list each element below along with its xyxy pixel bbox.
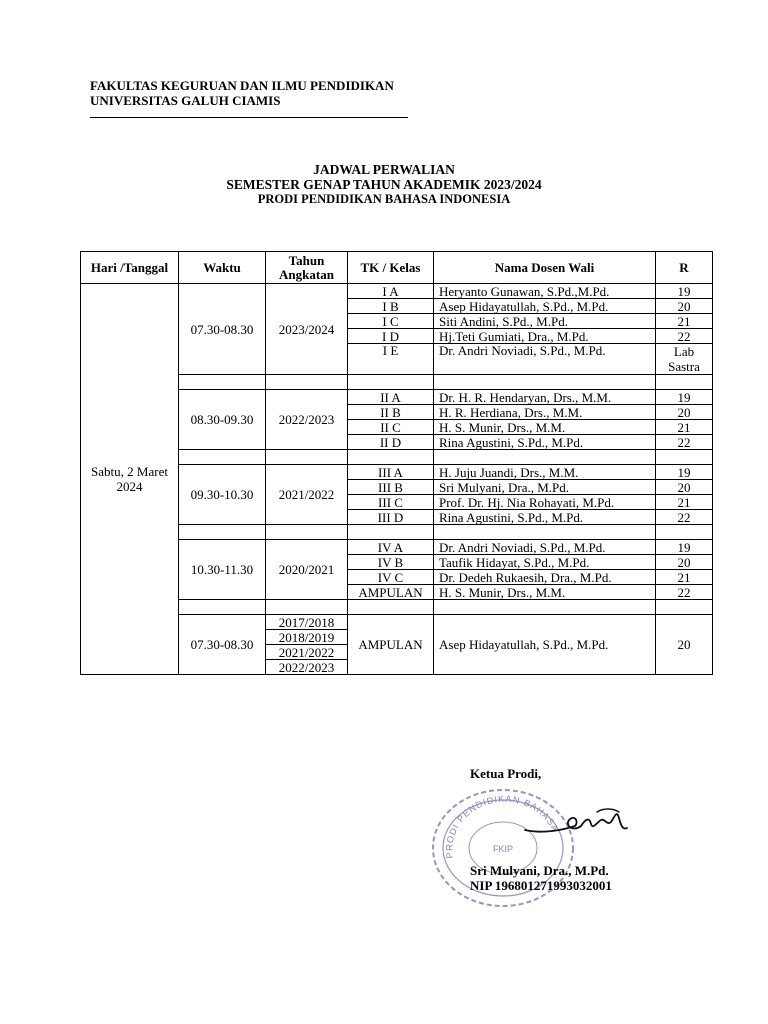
ruang-cell: 20 <box>656 555 713 570</box>
waktu-cell: 07.30-08.30 <box>179 284 266 375</box>
tahun-cell: 2021/2022 <box>266 465 348 525</box>
tahun-cell: 2018/2019 <box>266 630 348 645</box>
kelas-cell: III A <box>348 465 434 480</box>
kelas-cell: AMPULAN <box>348 615 434 675</box>
waktu-cell: 07.30-08.30 <box>179 615 266 675</box>
ruang-cell: 22 <box>656 329 713 344</box>
dosen-cell: Dr. Dedeh Rukaesih, Dra., M.Pd. <box>434 570 656 585</box>
kelas-cell: II B <box>348 405 434 420</box>
ruang-cell: 19 <box>656 540 713 555</box>
signatory-name: Sri Mulyani, Dra., M.Pd. <box>470 863 609 878</box>
kelas-cell: II A <box>348 390 434 405</box>
dosen-cell: Taufik Hidayat, S.Pd., M.Pd. <box>434 555 656 570</box>
waktu-cell: 10.30-11.30 <box>179 540 266 600</box>
kelas-cell: II C <box>348 420 434 435</box>
dosen-cell: H. S. Munir, Drs., M.M. <box>434 585 656 600</box>
dosen-cell: Heryanto Gunawan, S.Pd.,M.Pd. <box>434 284 656 299</box>
dosen-cell: H. R. Herdiana, Drs., M.M. <box>434 405 656 420</box>
ruang-cell: 22 <box>656 435 713 450</box>
tahun-cell: 2020/2021 <box>266 540 348 600</box>
tahun-cell: 2022/2023 <box>266 660 348 675</box>
tahun-cell: 2017/2018 <box>266 615 348 630</box>
ruang-cell: Lab Sastra <box>656 344 713 375</box>
ruang-cell: 19 <box>656 465 713 480</box>
dosen-cell: Dr. H. R. Hendaryan, Drs., M.M. <box>434 390 656 405</box>
ruang-cell: 20 <box>656 405 713 420</box>
header-r: R <box>656 252 713 284</box>
dosen-cell: Dr. Andri Noviadi, S.Pd., M.Pd. <box>434 344 656 375</box>
dosen-cell: Rina Agustini, S.Pd., M.Pd. <box>434 510 656 525</box>
stamp-center-text: FKIP <box>492 844 514 854</box>
dosen-cell: Prof. Dr. Hj. Nia Rohayati, M.Pd. <box>434 495 656 510</box>
kelas-cell: I B <box>348 299 434 314</box>
kelas-cell: I C <box>348 314 434 329</box>
ruang-cell: 20 <box>656 299 713 314</box>
signature-block <box>428 760 728 910</box>
kelas-cell: I D <box>348 329 434 344</box>
signatory-role: Ketua Prodi, <box>470 766 542 781</box>
ruang-cell: 22 <box>656 585 713 600</box>
ruang-cell: 20 <box>656 480 713 495</box>
tahun-cell: 2021/2022 <box>266 645 348 660</box>
dosen-cell: Rina Agustini, S.Pd., M.Pd. <box>434 435 656 450</box>
ruang-cell: 21 <box>656 420 713 435</box>
kelas-cell: AMPULAN <box>348 585 434 600</box>
university-name: UNIVERSITAS GALUH CIAMIS <box>90 93 281 108</box>
kelas-cell: II D <box>348 435 434 450</box>
document-title: JADWAL PERWALIAN <box>313 162 455 177</box>
header-nama: Nama Dosen Wali <box>434 252 656 284</box>
kelas-cell: IV C <box>348 570 434 585</box>
dosen-cell: Dr. Andri Noviadi, S.Pd., M.Pd. <box>434 540 656 555</box>
kelas-cell: III C <box>348 495 434 510</box>
ruang-cell: 19 <box>656 284 713 299</box>
header-hari: Hari /Tanggal <box>81 252 179 284</box>
faculty-name: FAKULTAS KEGURUAN DAN ILMU PENDIDIKAN <box>90 78 394 93</box>
dosen-cell: Asep Hidayatullah, S.Pd., M.Pd. <box>434 299 656 314</box>
kelas-cell: I E <box>348 344 434 375</box>
ruang-cell: 21 <box>656 495 713 510</box>
ruang-cell: 22 <box>656 510 713 525</box>
header-waktu: Waktu <box>179 252 266 284</box>
table-header-row <box>81 252 713 284</box>
dosen-cell: Siti Andini, S.Pd., M.Pd. <box>434 314 656 329</box>
header-tahun: Tahun Angkatan <box>266 252 348 284</box>
kelas-cell: IV B <box>348 555 434 570</box>
header-divider <box>90 117 408 118</box>
handwritten-signature <box>523 800 633 845</box>
ruang-cell: 21 <box>656 314 713 329</box>
tahun-cell: 2022/2023 <box>266 390 348 450</box>
signatory-nip: NIP 196801271993032001 <box>470 878 612 893</box>
header-kelas: TK / Kelas <box>348 252 434 284</box>
hari-tanggal-cell: Sabtu, 2 Maret 2024 <box>81 284 179 675</box>
dosen-cell: Hj.Teti Gumiati, Dra., M.Pd. <box>434 329 656 344</box>
dosen-cell: H. Juju Juandi, Drs., M.M. <box>434 465 656 480</box>
table-row <box>81 284 713 299</box>
ruang-cell: 19 <box>656 390 713 405</box>
kelas-cell: III D <box>348 510 434 525</box>
kelas-cell: IV A <box>348 540 434 555</box>
ruang-cell: 20 <box>656 615 713 675</box>
stamp-text: PRODI PENDIDIKAN BAHASA <box>444 793 561 859</box>
ruang-cell: 21 <box>656 570 713 585</box>
waktu-cell: 08.30-09.30 <box>179 390 266 450</box>
document-subtitle: SEMESTER GENAP TAHUN AKADEMIK 2023/2024 <box>226 177 542 192</box>
waktu-cell: 09.30-10.30 <box>179 465 266 525</box>
kelas-cell: I A <box>348 284 434 299</box>
dosen-cell: H. S. Munir, Drs., M.M. <box>434 420 656 435</box>
dosen-cell: Asep Hidayatullah, S.Pd., M.Pd. <box>434 615 656 675</box>
schedule-table <box>80 251 713 675</box>
kelas-cell: III B <box>348 480 434 495</box>
tahun-cell: 2023/2024 <box>266 284 348 375</box>
dosen-cell: Sri Mulyani, Dra., M.Pd. <box>434 480 656 495</box>
program-name: PRODI PENDIDIKAN BAHASA INDONESIA <box>257 192 511 206</box>
